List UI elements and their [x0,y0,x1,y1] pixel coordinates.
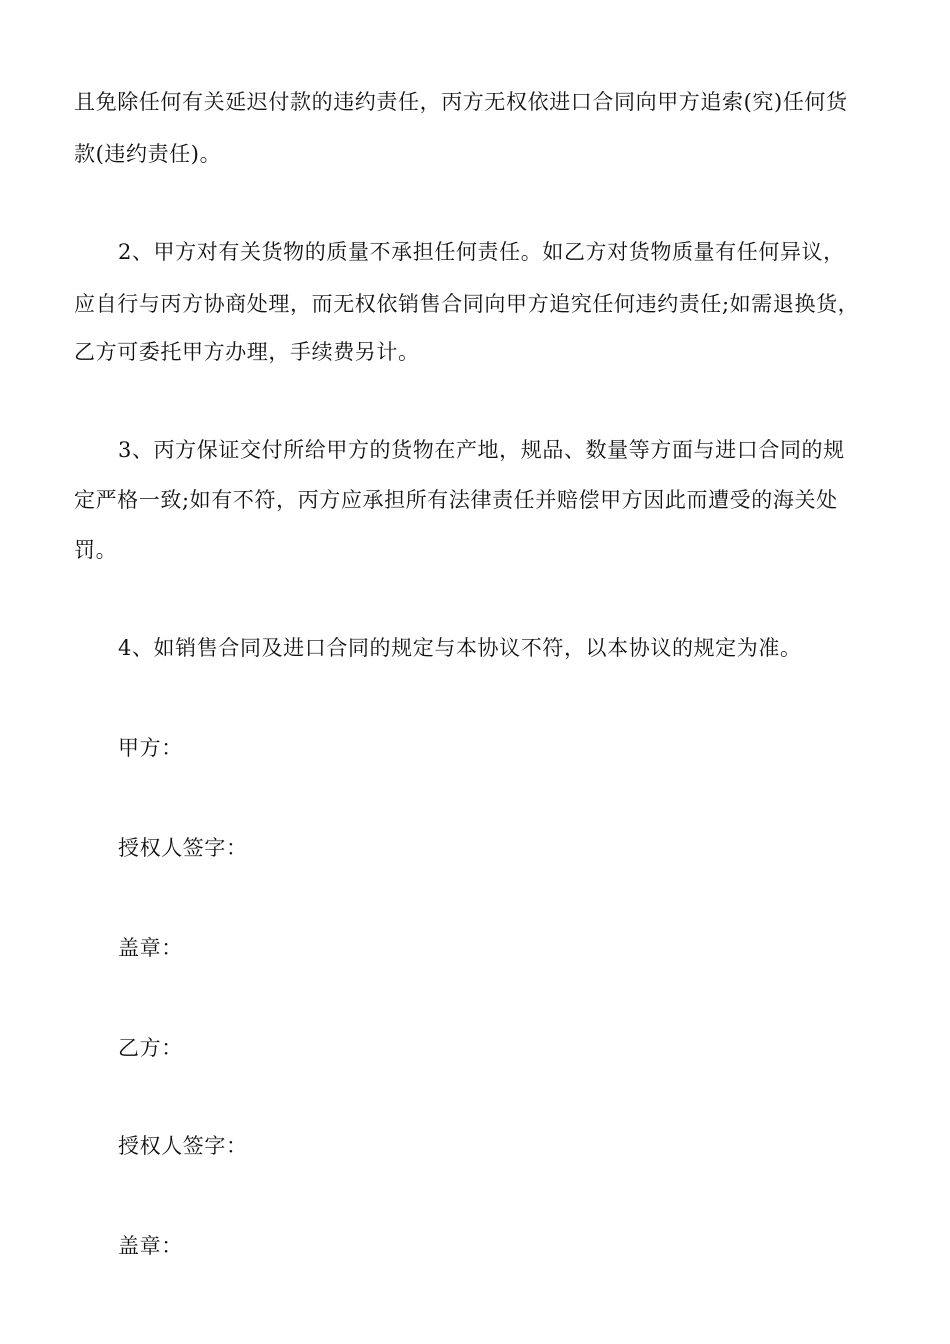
paragraph-2-line-2: 应自行与丙方协商处理，而无权依销售合同向甲方追究任何违约责任;如需退换货， [74,292,860,316]
party-b-sign-label: 授权人签字： [118,1134,248,1158]
party-b-label: 乙方： [118,1036,183,1060]
paragraph-3-line-3: 罚。 [74,538,118,562]
party-a-seal-label: 盖章： [118,936,183,960]
paragraph-4-line-1: 4、如销售合同及进口合同的规定与本协议不符，以本协议的规定为准。 [118,636,802,660]
paragraph-2-line-1: 2、甲方对有关货物的质量不承担任何责任。如乙方对货物质量有任何异议， [118,240,845,264]
paragraph-1-line-2: 款(违约责任)。 [74,142,222,166]
paragraph-1-line-1: 且免除任何有关延迟付款的违约责任，丙方无权依进口合同向甲方追索(究)任何货 [74,90,848,114]
party-a-label: 甲方： [118,736,183,760]
paragraph-3-line-1: 3、丙方保证交付所给甲方的货物在产地，规品、数量等方面与进口合同的规 [118,438,845,462]
party-b-seal-label: 盖章： [118,1234,183,1258]
party-a-sign-label: 授权人签字： [118,836,248,860]
paragraph-2-line-3: 乙方可委托甲方办理，手续费另计。 [74,340,420,364]
paragraph-3-line-2: 定严格一致;如有不符，丙方应承担所有法律责任并赔偿甲方因此而遭受的海关处 [74,488,838,512]
